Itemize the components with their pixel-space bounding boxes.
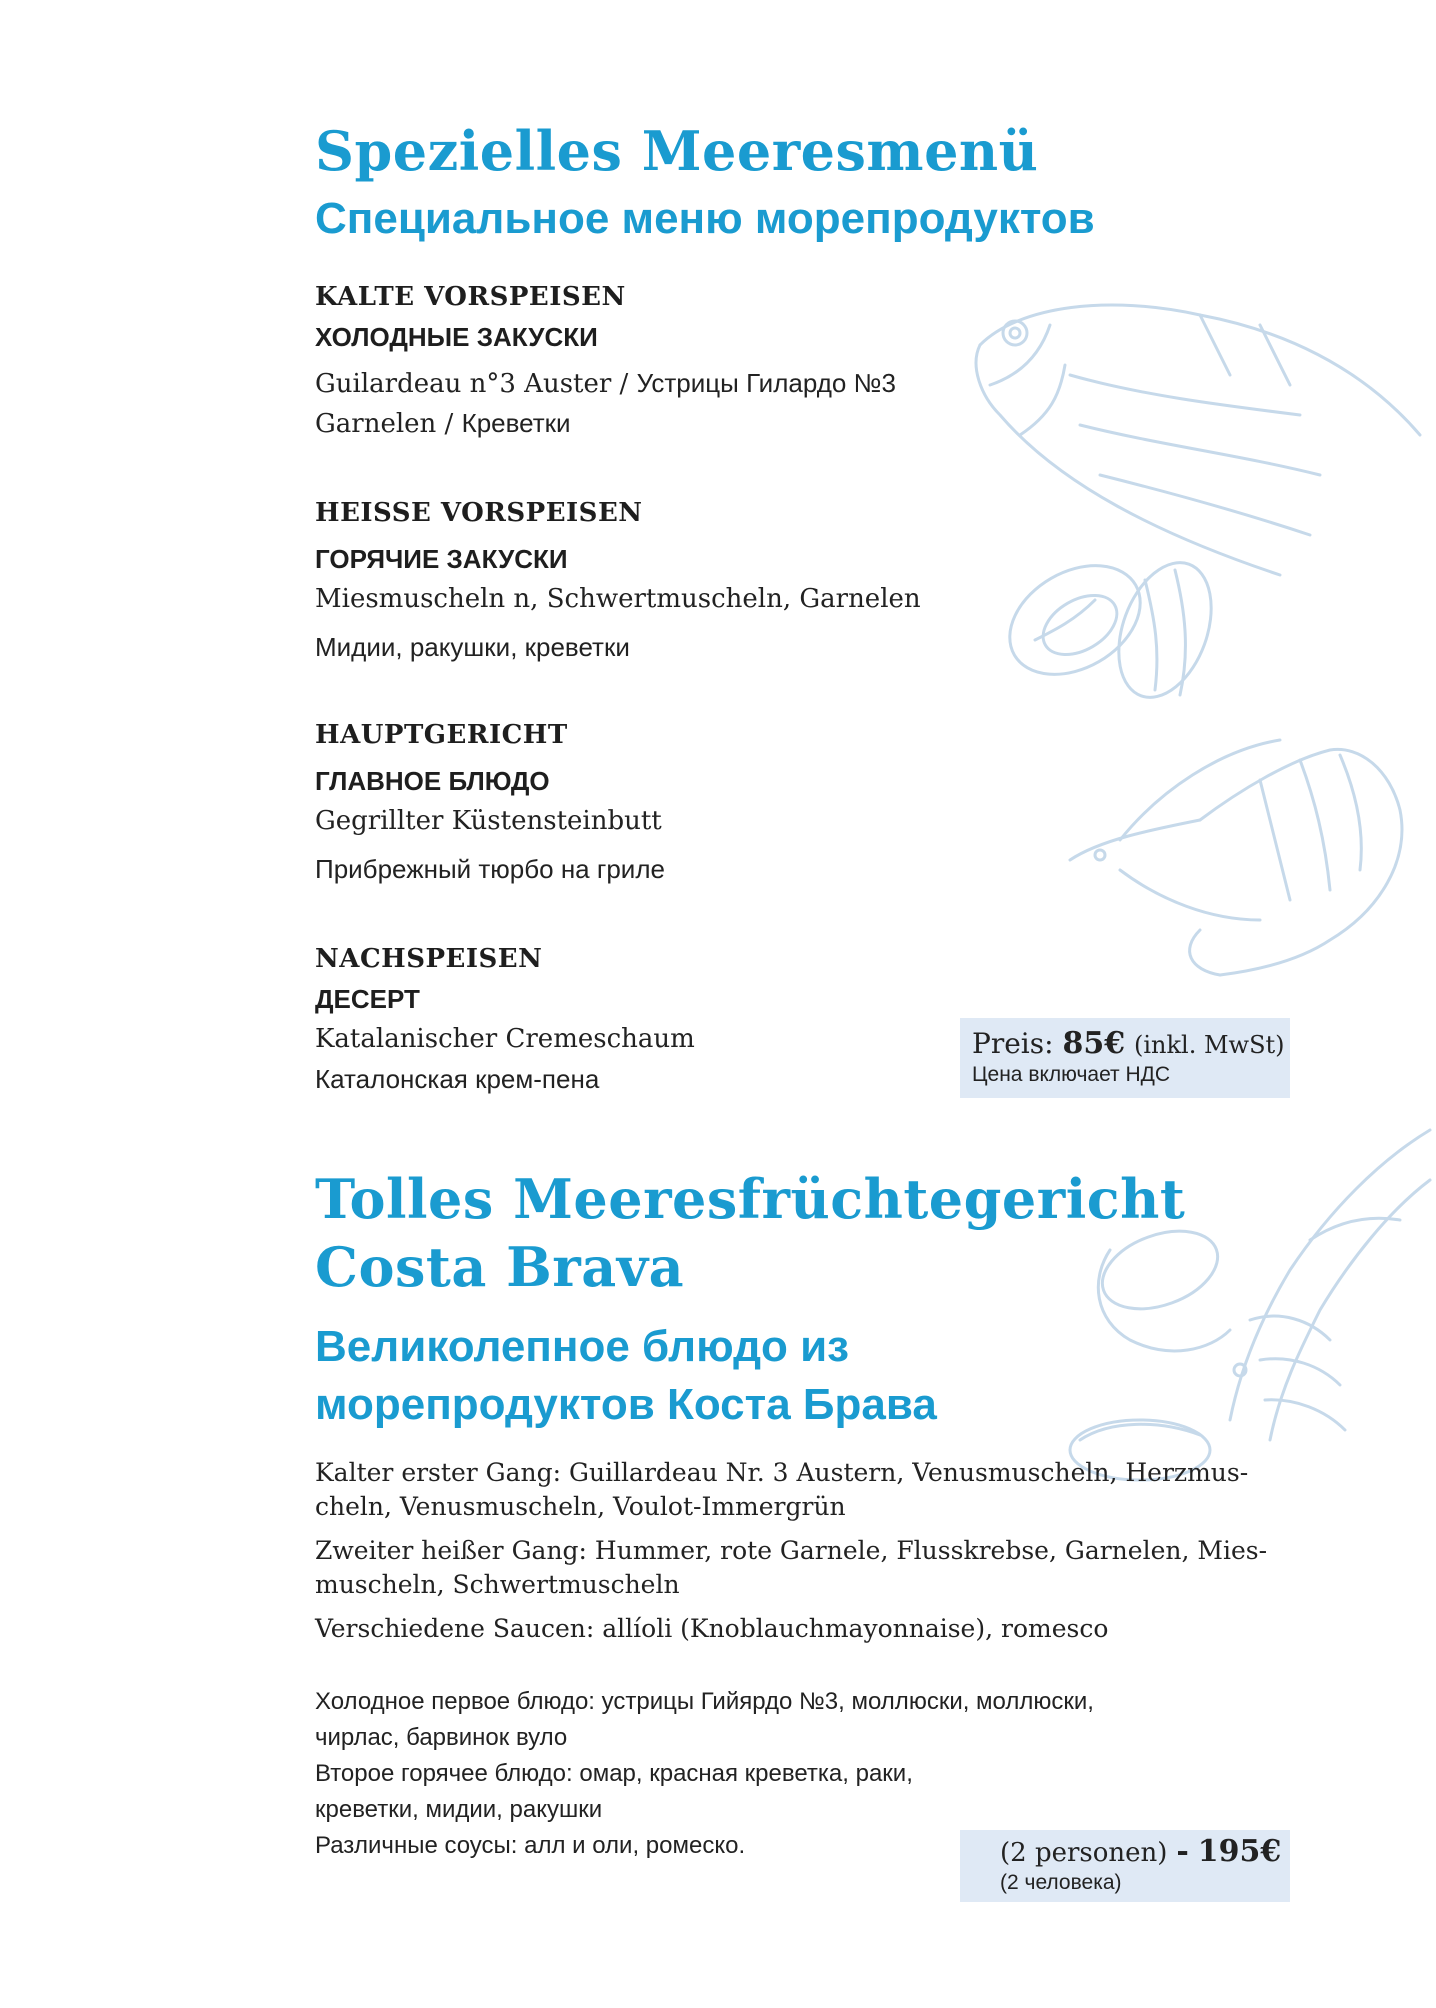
price-note-ru: Цена включает НДС — [972, 1063, 1171, 1086]
item-de: Gegrillter Küstensteinbutt — [315, 806, 662, 836]
menu2-title-de-line1: Tolles Meeresfrüchtegericht — [315, 1167, 1186, 1231]
menu-item: Guilardeau n°3 Auster / Устрицы Гилардо №3 — [315, 368, 896, 399]
menu2-title-ru-line1: Великолепное блюдо из — [315, 1322, 850, 1371]
section-heading-ru: ГОРЯЧИЕ ЗАКУСКИ — [315, 544, 568, 574]
section-heading-de: HEISSE VORSPEISEN — [315, 498, 643, 528]
item-ru: Креветки — [461, 408, 571, 438]
item-ru: Каталонская крем-пена — [315, 1064, 600, 1094]
menu-item: Garnelen / Креветки — [315, 408, 571, 439]
price-persons-ru: (2 человека) — [1000, 1871, 1122, 1894]
course-desc-de: Kalter erster Gang: Guillardeau Nr. 3 Austern, Venusmuscheln, Herzmus- cheln, Venusmuscheln, Voulot-Immergrün — [315, 1458, 1249, 1521]
item-ru: Мидии, ракушки, креветки — [315, 632, 630, 662]
section-heading-ru: ДЕСЕРТ — [315, 984, 420, 1014]
course-desc-ru: Холодное первое блюдо: устрицы Гийярдо №3, моллюски, моллюски, чирлас, барвинок вуло Второе горячее блюдо: омар, красная креветка, раки, креветки, мидии, ракушки Различные соусы: алл и оли, ромеско. — [315, 1688, 1094, 1859]
section-heading-ru: ХОЛОДНЫЕ ЗАКУСКИ — [315, 322, 598, 352]
item-de: Garnelen — [315, 409, 437, 439]
item-ru: Устрицы Гилардо №3 — [636, 368, 896, 398]
price-persons: (2 personen) — [1000, 1838, 1168, 1868]
menu2-title-ru-line2: морепродуктов Коста Брава — [315, 1380, 937, 1429]
section-heading-ru: ГЛАВНОЕ БЛЮДО — [315, 766, 550, 796]
price-value: 195€ — [1197, 1834, 1282, 1869]
mussel-illustration — [995, 540, 1225, 710]
price-note: (inkl. MwSt) — [1134, 1031, 1285, 1059]
course-desc-de: Verschiedene Saucen: allíoli (Knoblauchmayonnaise), romesco — [315, 1614, 1109, 1643]
price-box — [960, 1830, 1290, 1902]
course-desc-de: Zweiter heißer Gang: Hummer, rote Garnele, Flusskrebse, Garnelen, Mies- muscheln, Schwertmuscheln — [315, 1536, 1268, 1599]
price-sep: - — [1176, 1834, 1189, 1869]
price-box — [960, 1018, 1290, 1098]
shrimp-illustration — [1060, 730, 1436, 990]
item-ru: Прибрежный тюрбо на гриле — [315, 854, 665, 884]
menu1-title-ru: Специальное меню морепродуктов — [315, 194, 1095, 243]
section-heading-de: KALTE VORSPEISEN — [315, 282, 626, 312]
section-heading-de: HAUPTGERICHT — [315, 720, 568, 750]
section-heading-de: NACHSPEISEN — [315, 944, 543, 974]
item-de: Guilardeau n°3 Auster — [315, 369, 612, 399]
price-label: Preis: — [972, 1027, 1054, 1060]
menu1-title-de: Spezielles Meeresmenü — [315, 119, 1039, 183]
item-de: Katalanischer Cremeschaum — [315, 1024, 695, 1054]
price-value: 85€ — [1062, 1026, 1126, 1061]
item-de: Miesmuscheln n, Schwertmuscheln, Garnelen — [315, 584, 921, 614]
menu2-title-de-line2: Costa Brava — [315, 1235, 685, 1299]
